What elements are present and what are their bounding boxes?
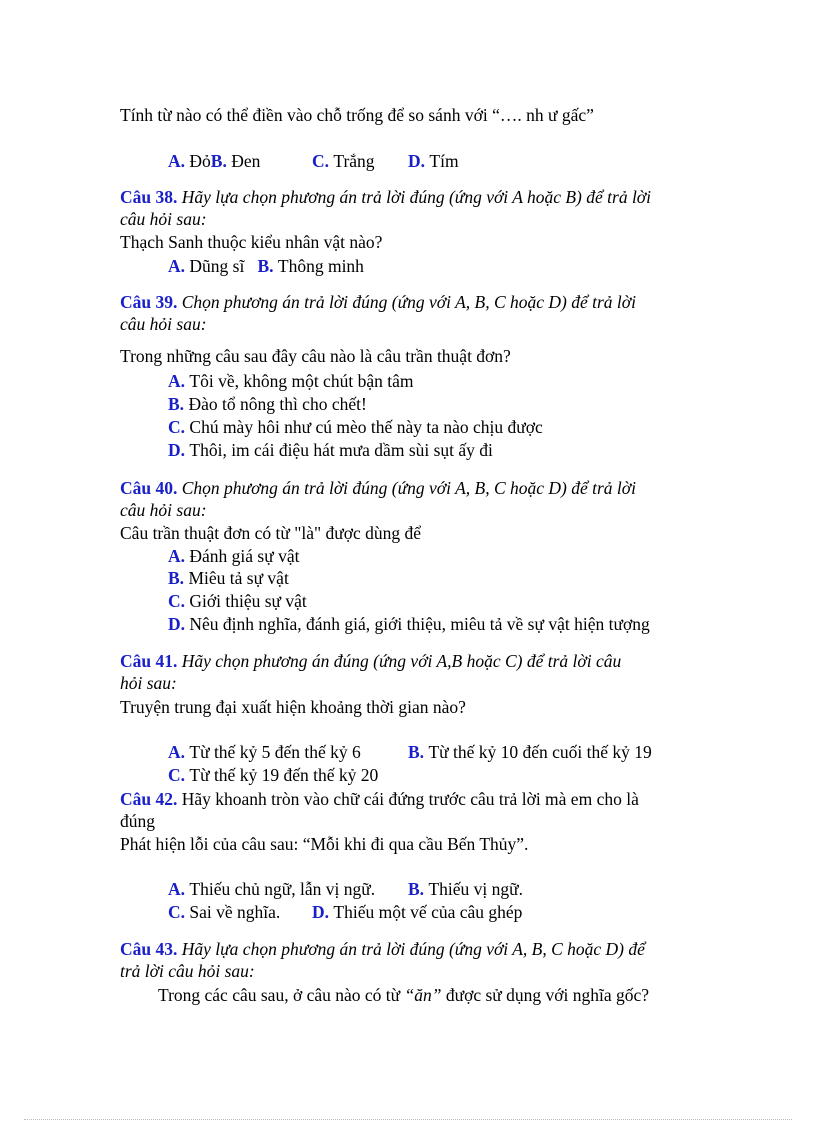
option-letter-a: A. — [168, 256, 186, 276]
option-text-b: Thiếu vị ngữ. — [428, 879, 523, 899]
question-instruction: Chọn phương án trả lời đúng (ứng với A, B, C hoặc D) để trả lời — [181, 292, 636, 312]
option-text-a: Từ thế kỷ 5 đến thế kỷ 6 — [189, 742, 361, 762]
q43-question — [158, 984, 649, 1006]
q39-option-d — [168, 439, 493, 461]
option-text-c: Sai về nghĩa. — [189, 902, 281, 922]
q42-instruction-cont: đúng — [120, 811, 155, 831]
question-text-end: được sử dụng với nghĩa gốc? — [441, 985, 650, 1005]
quoted-word: “ăn” — [404, 985, 442, 1005]
q42-question: Phát hiện lỗi của câu sau: “Mỗi khi đi qua cầu Bến Thủy”. — [120, 834, 529, 854]
option-letter-b: B. — [408, 742, 425, 762]
option-text-b: Thông minh — [277, 256, 364, 276]
q40-header — [120, 477, 636, 499]
q43-instruction-cont: trả lời câu hỏi sau: — [120, 961, 255, 981]
option-text-c: Trắng — [333, 151, 375, 171]
question-instruction: Chọn phương án trả lời đúng (ứng với A, B, C hoặc D) để trả lời — [181, 478, 636, 498]
q41-option-a — [168, 741, 361, 763]
option-text-c: Giới thiệu sự vật — [189, 591, 307, 611]
question-label: Câu 42. — [120, 789, 178, 809]
option-letter-c: C. — [168, 417, 186, 437]
intro-option-c — [312, 150, 375, 172]
option-letter-a: A. — [168, 546, 186, 566]
question-label: Câu 43. — [120, 939, 178, 959]
option-letter-b: B. — [210, 151, 227, 171]
q38-options-row — [168, 255, 364, 277]
q41-header — [120, 650, 621, 672]
option-letter-c: C. — [168, 591, 186, 611]
q39-instruction-cont: câu hỏi sau: — [120, 314, 207, 334]
q40-option-a — [168, 545, 299, 567]
q42-header — [120, 788, 639, 810]
q39-option-c — [168, 416, 543, 438]
question-text-start: Trong các câu sau, ở câu nào có từ — [158, 985, 405, 1005]
option-letter-a: A. — [168, 371, 186, 391]
question-label: Câu 38. — [120, 187, 178, 207]
q39-option-a — [168, 370, 413, 392]
option-letter-d: D. — [408, 151, 426, 171]
q41-instruction-cont: hỏi sau: — [120, 673, 177, 693]
option-letter-c: C. — [312, 151, 330, 171]
option-letter-a: A. — [168, 151, 186, 171]
q39-question: Trong những câu sau đây câu nào là câu trần thuật đơn? — [120, 346, 511, 366]
option-letter-b: B. — [168, 394, 185, 414]
q40-instruction-cont: câu hỏi sau: — [120, 500, 207, 520]
intro-option-d — [408, 150, 459, 172]
option-text-c: Từ thế kỷ 19 đến thế kỷ 20 — [189, 765, 379, 785]
option-letter-d: D. — [168, 614, 186, 634]
question-label: Câu 40. — [120, 478, 178, 498]
option-text-d: Tím — [429, 151, 459, 171]
q43-header — [120, 938, 645, 960]
option-letter-a: A. — [168, 879, 186, 899]
option-text-d: Thôi, im cái điệu hát mưa dầm sùi sụt ấy đi — [189, 440, 493, 460]
question-label: Câu 39. — [120, 292, 178, 312]
q38-question: Thạch Sanh thuộc kiểu nhân vật nào? — [120, 232, 383, 252]
option-text-a: Đỏ — [189, 151, 211, 171]
option-letter-c: C. — [168, 765, 186, 785]
option-text-b: Đào tổ nông thì cho chết! — [188, 394, 367, 414]
option-letter-b: B. — [168, 568, 185, 588]
option-text-a: Tôi về, không một chút bận tâm — [189, 371, 414, 391]
page-bottom-rule — [24, 1119, 792, 1120]
q41-option-b — [408, 741, 652, 763]
option-letter-d: D. — [312, 902, 330, 922]
option-text-d: Nêu định nghĩa, đánh giá, giới thiệu, miêu tả về sự vật hiện tượng — [189, 614, 650, 634]
question-instruction: Hãy lựa chọn phương án trả lời đúng (ứng với A hoặc B) để trả lời — [181, 187, 652, 207]
q40-option-b — [168, 567, 289, 589]
q41-question: Truyện trung đại xuất hiện khoảng thời gian nào? — [120, 697, 466, 717]
q39-header — [120, 291, 636, 313]
q40-option-c — [168, 590, 307, 612]
question-instruction: Hãy khoanh tròn vào chữ cái đứng trước câu trả lời mà em cho là — [181, 789, 639, 809]
option-text-b: Từ thế kỷ 10 đến cuối thế kỷ 19 — [428, 742, 652, 762]
option-text-d: Thiếu một vế của câu ghép — [333, 902, 523, 922]
q39-option-b — [168, 393, 367, 415]
option-letter-b: B. — [257, 256, 274, 276]
q42-option-a — [168, 878, 375, 900]
q40-option-d — [168, 613, 650, 635]
option-text-a: Thiếu chủ ngữ, lẫn vị ngữ. — [189, 879, 376, 899]
question-instruction: Hãy lựa chọn phương án trả lời đúng (ứng với A, B, C hoặc D) để — [181, 939, 645, 959]
q41-option-c — [168, 764, 378, 786]
intro-question: Tính từ nào có thể điền vào chỗ trống để so sánh với “…. nh ư gấc” — [120, 105, 594, 125]
option-text-c: Chú mày hôi như cú mèo thế này ta nào chịu được — [189, 417, 543, 437]
option-text-b: Đen — [231, 151, 261, 171]
q42-option-c — [168, 901, 280, 923]
option-letter-d: D. — [168, 440, 186, 460]
option-text-a: Dũng sĩ — [189, 256, 245, 276]
option-text-b: Miêu tả sự vật — [188, 568, 289, 588]
q42-option-b — [408, 878, 523, 900]
option-letter-b: B. — [408, 879, 425, 899]
q42-option-d — [312, 901, 522, 923]
option-letter-a: A. — [168, 742, 186, 762]
q40-question: Câu trần thuật đơn có từ "là" được dùng để — [120, 523, 422, 543]
question-instruction: Hãy chọn phương án đúng (ứng với A,B hoặc C) để trả lời câu — [181, 651, 622, 671]
option-letter-c: C. — [168, 902, 186, 922]
question-label: Câu 41. — [120, 651, 178, 671]
intro-options-row — [168, 150, 260, 172]
q38-instruction-cont: câu hỏi sau: — [120, 209, 207, 229]
option-text-a: Đánh giá sự vật — [189, 546, 300, 566]
q38-header — [120, 186, 651, 208]
